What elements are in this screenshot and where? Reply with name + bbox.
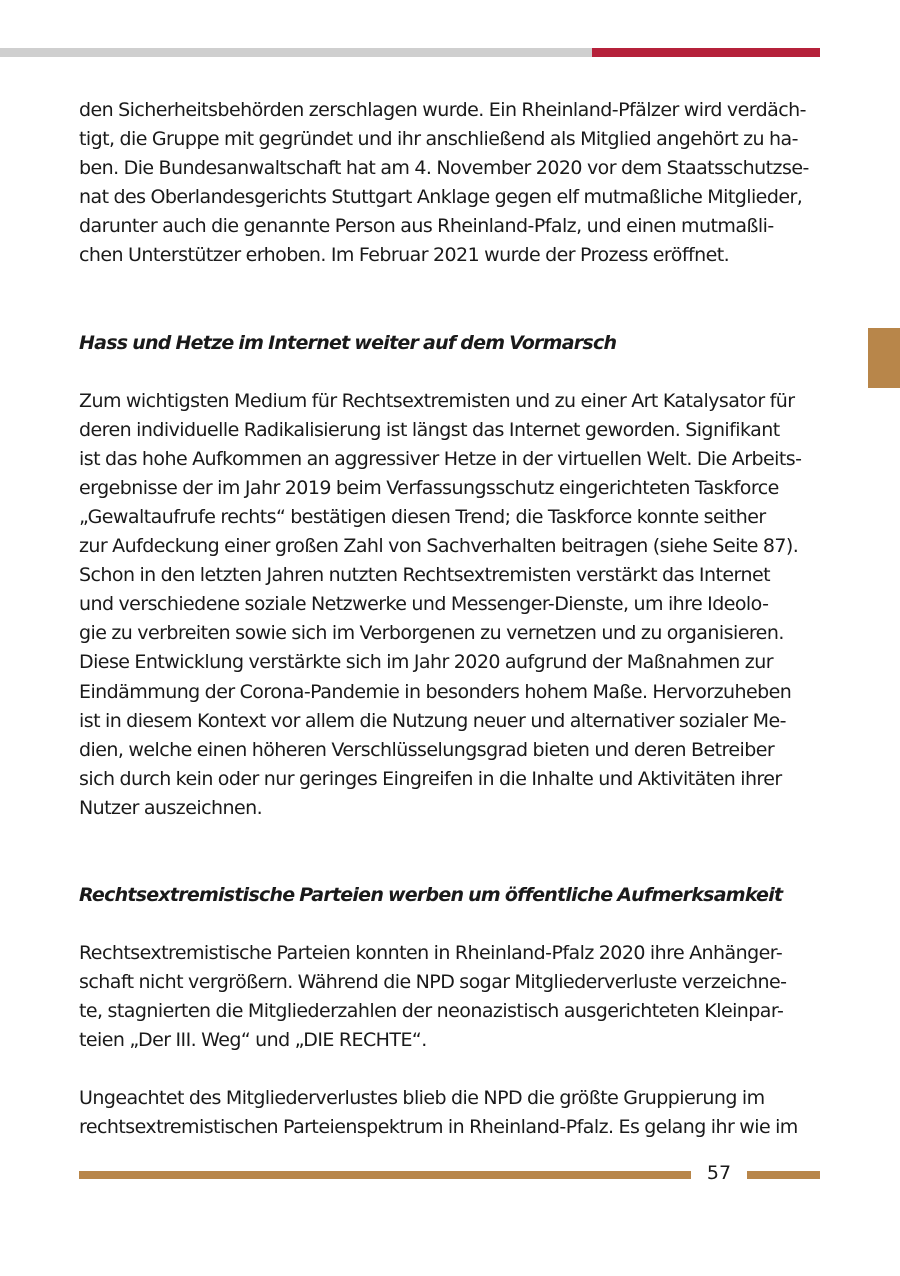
paragraph-npd: Ungeachtet des Mitgliederverlustes blieb die NPD die größte Gruppierung im rechtsextremistischen Parteienspektrum in Rheinland-Pfalz. Es gelang ihr wie im — [79, 1087, 798, 1139]
paragraph-parties-membership: Rechtsextremistische Parteien konnten in Rheinland-Pfalz 2020 ihre Anhänger- schaft nicht vergrößern. Während die NPD sogar Mitgliederverluste verzeichne- te, stagnierten die Mitgliederzahlen der neonazistisch ausgerichteten Kleinpar- teien „Der III. Weg“ und „DIE RECHTE“. — [79, 941, 787, 1052]
header-bar-red — [592, 48, 820, 57]
section-heading-internet: Hass und Hetze im Internet weiter auf dem Vormarsch — [79, 331, 617, 354]
paragraph-prosecution: den Sicherheitsbehörden zerschlagen wurde. Ein Rheinland-Pfälzer wird verdäch- tigt, die Gruppe mit gegründet und ihr anschließend als Mitglied angehört zu ha- ben. Die Bundesanwaltschaft hat am 4. November 2020 vor dem Staatsschutzse- nat des Oberlandesgerichts Stuttgart Anklage gegen elf mutmaßliche Mitglieder, darunter auch die genannte Person aus Rheinland-Pfalz, und einen mutmaßli- chen Unterstützer erhoben. Im Februar 2021 wurde der Prozess eröffnet. — [79, 99, 809, 267]
page-number: 57 — [706, 1162, 732, 1184]
footer-bar-right — [747, 1171, 820, 1179]
header-bar-gray — [0, 48, 592, 57]
chapter-tab-marker — [868, 328, 900, 388]
section-heading-parties: Rechtsextremistische Parteien werben um öffentliche Aufmerksamkeit — [79, 883, 783, 906]
page-content — [79, 96, 820, 1143]
paragraph-internet: Zum wichtigsten Medium für Rechtsextremisten und zu einer Art Katalysator für deren individuelle Radikalisierung ist längst das Internet geworden. Signifikant ist das hohe Aufkommen an aggressiver Hetze in der virtuellen Welt. Die Arbeits- ergebnisse der im Jahr 2019 beim Verfassungsschutz eingerichteten Taskforce „Gewaltaufrufe rechts“ bestätigen diesen Trend; die Taskforce konnte seither zur Aufdeckung einer großen Zahl von Sachverhalten beitragen (siehe Seite 87). Schon in den letzten Jahren nutzten Rechtsextremisten verstärkt das Internet und verschiedene soziale Netzwerke und Messenger-Dienste, um ihre Ideolo- gie zu verbreiten sowie sich im Verborgenen zu vernetzen und zu organisieren. Diese Entwicklung verstärkte sich im Jahr 2020 aufgrund der Maßnahmen zur Eindämmung der Corona-Pandemie in besonders hohem Maße. Hervorzuheben ist in diesem Kontext vor allem die Nutzung neuer und alternativer sozialer Me- dien, welche einen höheren Verschlüsselungsgrad bieten und deren Betreiber sich durch kein oder nur geringes Eingreifen in die Inhalte und Aktivitäten ihrer Nutzer auszeichnen. — [79, 389, 802, 819]
footer-bar-left — [79, 1171, 691, 1179]
